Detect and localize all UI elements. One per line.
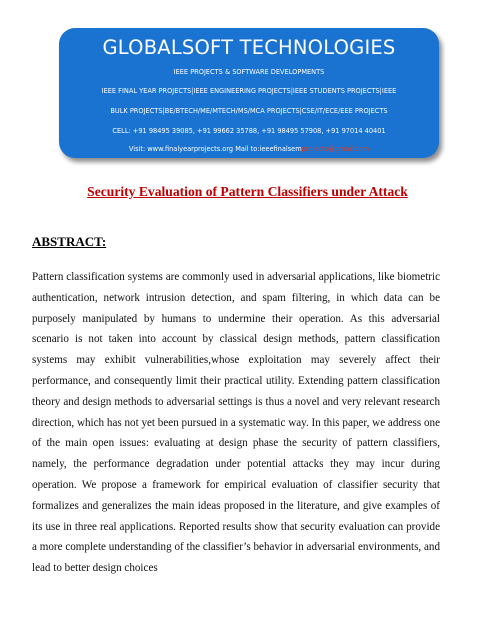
email-link[interactable]: projects@gmail.com	[301, 145, 370, 153]
abstract-text: Pattern classification systems are commonly used in adversarial applications, like biometric authentication, network intrusion detection, and spam filtering, in which data can be purposely manipulated by humans to undermine their operation. As this adversarial scenario is not taken into account by classical design methods, pattern classification systems may exhibit vulnerabilities,whose exploitation may severely affect their performance, and consequently limit their practical utility. Extending pattern classification theory and design methods to adversarial settings is thus a novel and very relevant research direction, which has not yet been pursued in a systematic way. In this paper, we address one of the main open issues: evaluating at design phase the security of pattern classifiers, namely, the performance degradation under potential attacks they may incur during operation. We propose a framework for empirical evaluation of classifier security that formalizes and generalizes the main ideas proposed in the literature, and give examples of its use in three real applications. Reported results show that security evaluation can provide a more complete understanding of the classifier’s behavior in adversarial environments, and lead to better design choices	[32, 271, 440, 575]
abstract-heading: ABSTRACT:	[32, 234, 107, 249]
contact-phones: CELL: +91 98495 39085, +91 99662 35788, +91 98495 57908, +91 97014 40401	[112, 127, 386, 135]
document-title: Security Evaluation of Pattern Classifiers under Attack	[87, 184, 408, 199]
company-name: GLOBALSOFT TECHNOLOGIES	[102, 36, 396, 59]
project-categories-line: IEEE FINAL YEAR PROJECTS|IEEE ENGINEERING PROJECTS|IEEE STUDENTS PROJECTS|IEEE	[101, 87, 397, 95]
project-types-line: BULK PROJECTS|BE/BTECH/ME/MTECH/MS/MCA PROJECTS|CSE/IT/ECE/EEE PROJECTS	[110, 107, 388, 115]
company-tagline: IEEE PROJECTS & SOFTWARE DEVELOPMENTS	[173, 68, 325, 76]
website-and-mail	[59, 145, 439, 153]
website-mail-text: Visit: www.finalyearprojects.org Mail to:ieeefinalsem	[128, 145, 302, 153]
company-banner	[59, 28, 439, 158]
